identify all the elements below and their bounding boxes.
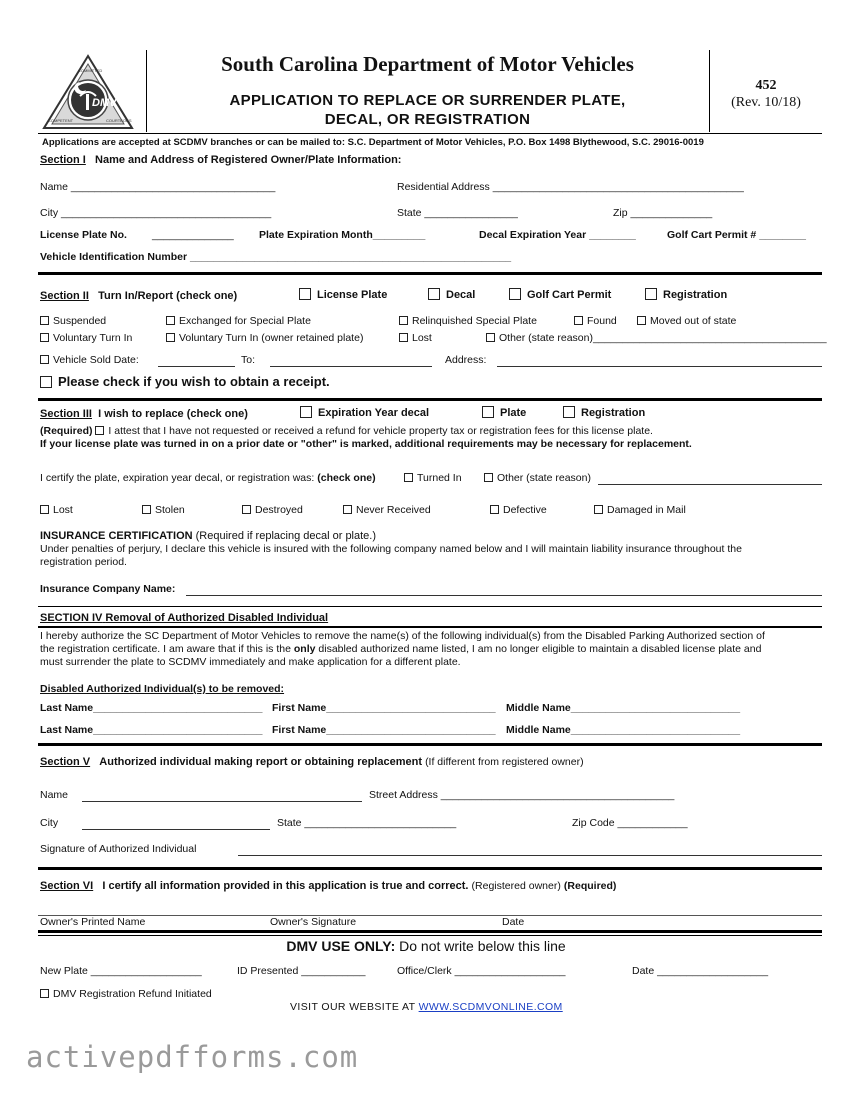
option-relinquished[interactable]: Relinquished Special Plate	[399, 315, 537, 327]
intro-text: Applications are accepted at SCDMV branches or can be mailed to: S.C. Department of Motor Vehicles, P.O. Box 1498 Blythewood, S.C. 29016-0019	[42, 137, 704, 148]
option-suspended[interactable]: Suspended	[40, 315, 106, 327]
owner-name-field[interactable]: Name ___________________________________	[40, 181, 276, 193]
checkbox[interactable]	[645, 288, 657, 300]
section-6-required: (Required)	[563, 880, 617, 892]
dmv-logo	[40, 52, 136, 132]
sold-address-line[interactable]	[497, 366, 822, 367]
sold-to-label: To:	[241, 354, 256, 366]
option-plate[interactable]: Plate	[482, 406, 526, 419]
sold-address-label: Address:	[445, 354, 487, 366]
reason-lost[interactable]: Lost	[40, 504, 73, 516]
other-reason-line[interactable]	[598, 484, 822, 485]
option-decal[interactable]: Decal	[428, 288, 475, 301]
dmv-date-field[interactable]: Date ___________________	[632, 965, 769, 977]
section-1-heading: Section I	[40, 154, 86, 166]
section-1-title: Name and Address of Registered Owner/Plate Information:	[95, 154, 402, 166]
new-plate-field[interactable]: New Plate ___________________	[40, 965, 202, 977]
middle-name-field-2[interactable]: Middle Name_____________________________	[506, 724, 741, 736]
city-field[interactable]: City ____________________________________	[40, 207, 272, 219]
id-presented-field[interactable]: ID Presented ___________	[237, 965, 366, 977]
section-4-title: Removal of Authorized Disabled Individual	[105, 612, 329, 624]
option-license-plate[interactable]: License Plate	[299, 288, 387, 301]
insurance-text-1: Under penalties of perjury, I declare this vehicle is insured with the following company named below and I will maintain liability insurance throughout the	[40, 543, 742, 555]
section-4-text-1: I hereby authorize the SC Department of Motor Vehicles to remove the name(s) of the following individual(s) from the Disabled Parking Authorized section of	[40, 630, 765, 642]
vin-field[interactable]: Vehicle Identification Number _______________________________________________________	[40, 251, 512, 263]
section-5-note: (If different from registered owner)	[425, 756, 584, 768]
checkbox[interactable]	[428, 288, 440, 300]
first-name-field-2[interactable]: First Name_____________________________	[272, 724, 496, 736]
zip-field[interactable]: Zip ______________	[613, 207, 713, 219]
auth-street-field[interactable]: Street Address ________________________________________	[369, 789, 675, 801]
option-moved[interactable]: Moved out of state	[637, 315, 736, 327]
logo-text: DMV	[92, 97, 117, 109]
decal-expiration-field[interactable]: Decal Expiration Year ________	[479, 229, 636, 241]
option-exchanged[interactable]: Exchanged for Special Plate	[166, 315, 311, 327]
certify-line: I certify the plate, expiration year decal, or registration was: (check one)	[40, 472, 376, 484]
svg-text:COMMITTED: COMMITTED	[78, 68, 103, 73]
form-revision: (Rev. 10/18)	[731, 95, 801, 110]
license-plate-field[interactable]: ______________	[152, 229, 234, 241]
section-4-text-2: the registration certificate. I am aware that if this is the only disabled authorized name listed, I am no longer eligible to maintain a disabled license plate and	[40, 643, 762, 655]
section-6-heading: Section VI	[40, 880, 94, 892]
section-2-title: Turn In/Report (check one)	[98, 290, 238, 302]
form-title-line1: APPLICATION TO REPLACE OR SURRENDER PLATE,	[229, 92, 626, 109]
option-other-reason[interactable]: Other (state reason)	[484, 472, 591, 484]
form-number: 452	[755, 78, 777, 93]
section-6-owner: (Registered owner)	[471, 880, 561, 892]
owner-signature-line[interactable]	[38, 915, 822, 916]
owner-signature-label: Owner's Signature	[270, 916, 357, 928]
middle-name-field-1[interactable]: Middle Name_____________________________	[506, 702, 741, 714]
section-3-title: I wish to replace (check one)	[98, 408, 248, 420]
option-other[interactable]: Other (state reason)________________________________________	[486, 332, 827, 344]
auth-zip-field[interactable]: Zip Code ____________	[572, 817, 688, 829]
reason-stolen[interactable]: Stolen	[142, 504, 185, 516]
section-3-heading: Section III	[40, 408, 92, 420]
section-5-heading: Section V	[40, 756, 91, 768]
option-registration-replace[interactable]: Registration	[563, 406, 645, 419]
option-expiration-year-decal[interactable]: Expiration Year decal	[300, 406, 429, 419]
dmv-use-only-title: DMV USE ONLY: Do not write below this line	[286, 938, 566, 954]
golf-cart-permit-field[interactable]: Golf Cart Permit # ________	[667, 229, 806, 241]
option-golf-cart-permit[interactable]: Golf Cart Permit	[509, 288, 611, 301]
checkbox[interactable]	[299, 288, 311, 300]
receipt-option[interactable]: Please check if you wish to obtain a receipt.	[40, 374, 330, 389]
option-voluntary-owner-retained[interactable]: Voluntary Turn In (owner retained plate)	[166, 332, 363, 344]
auth-signature-label: Signature of Authorized Individual	[40, 843, 197, 855]
disabled-individuals-label: Disabled Authorized Individual(s) to be removed:	[40, 683, 285, 695]
reason-defective[interactable]: Defective	[490, 504, 547, 516]
option-vehicle-sold[interactable]: Vehicle Sold Date:	[40, 354, 139, 366]
agency-title: South Carolina Department of Motor Vehicles	[221, 52, 634, 76]
auth-name-line[interactable]	[82, 801, 362, 802]
option-turned-in[interactable]: Turned In	[404, 472, 462, 484]
insurance-heading: INSURANCE CERTIFICATION (Required if replacing decal or plate.)	[40, 530, 377, 542]
section-4-heading: SECTION IV	[40, 612, 103, 624]
last-name-field-1[interactable]: Last Name_____________________________	[40, 702, 263, 714]
section-4-text-3: must surrender the plate to SCDMV immediately and make application for a different plate.	[40, 656, 461, 668]
option-registration[interactable]: Registration	[645, 288, 727, 301]
section-2-heading: Section II	[40, 290, 89, 302]
attest-checkbox[interactable]	[95, 426, 104, 435]
section-5-title: Authorized individual making report or obtaining replacement	[99, 756, 422, 768]
website-line: VISIT OUR WEBSITE AT WWW.SCDMVONLINE.COM	[290, 1001, 563, 1013]
refund-initiated-option[interactable]: DMV Registration Refund Initiated	[40, 988, 212, 1000]
auth-name-label: Name	[40, 789, 69, 801]
svg-text:COMPETENT: COMPETENT	[48, 118, 74, 123]
reason-never-received[interactable]: Never Received	[343, 504, 431, 516]
insurance-company-label: Insurance Company Name:	[40, 583, 176, 595]
residential-address-field[interactable]: Residential Address ___________________________________________	[397, 181, 744, 193]
auth-signature-line[interactable]	[238, 855, 822, 856]
watermark: activepdfforms.com	[26, 1040, 359, 1074]
svg-text:COURTEOUS: COURTEOUS	[106, 118, 132, 123]
checkbox[interactable]	[509, 288, 521, 300]
sold-to-line[interactable]	[270, 366, 432, 367]
state-field[interactable]: State ________________	[397, 207, 518, 219]
auth-state-field[interactable]: State __________________________	[277, 817, 457, 829]
form-title-line2: DECAL, OR REGISTRATION	[324, 111, 531, 128]
owner-printed-name-label: Owner's Printed Name	[40, 916, 146, 928]
reason-destroyed[interactable]: Destroyed	[242, 504, 303, 516]
plate-expiration-field[interactable]: Plate Expiration Month_________	[259, 229, 426, 241]
license-plate-label: License Plate No.	[40, 229, 127, 241]
option-found[interactable]: Found	[574, 315, 617, 327]
office-clerk-field[interactable]: Office/Clerk ___________________	[397, 965, 566, 977]
reason-damaged-in-mail[interactable]: Damaged in Mail	[594, 504, 686, 516]
attest-line[interactable]: (Required) I attest that I have not requested or received a refund for vehicle property tax or registration fees for this license plate.	[40, 425, 653, 437]
auth-city-label: City	[40, 817, 59, 829]
insurance-text-2: registration period.	[40, 556, 127, 568]
auth-city-line[interactable]	[82, 829, 270, 830]
insurance-company-line[interactable]	[186, 595, 822, 596]
option-lost[interactable]: Lost	[399, 332, 432, 344]
section-6-title: I certify all information provided in this application is true and correct.	[102, 880, 469, 892]
checkbox[interactable]	[40, 376, 52, 388]
first-name-field-1[interactable]: First Name_____________________________	[272, 702, 496, 714]
sold-date-line[interactable]	[158, 366, 235, 367]
last-name-field-2[interactable]: Last Name_____________________________	[40, 724, 263, 736]
attest-note: If your license plate was turned in on a prior date or "other" is marked, additional requirements may be necessary for replacement.	[40, 438, 692, 450]
owner-date-label: Date	[502, 916, 525, 928]
website-link[interactable]: WWW.SCDMVONLINE.COM	[418, 1001, 563, 1013]
option-voluntary-turn-in[interactable]: Voluntary Turn In	[40, 332, 132, 344]
